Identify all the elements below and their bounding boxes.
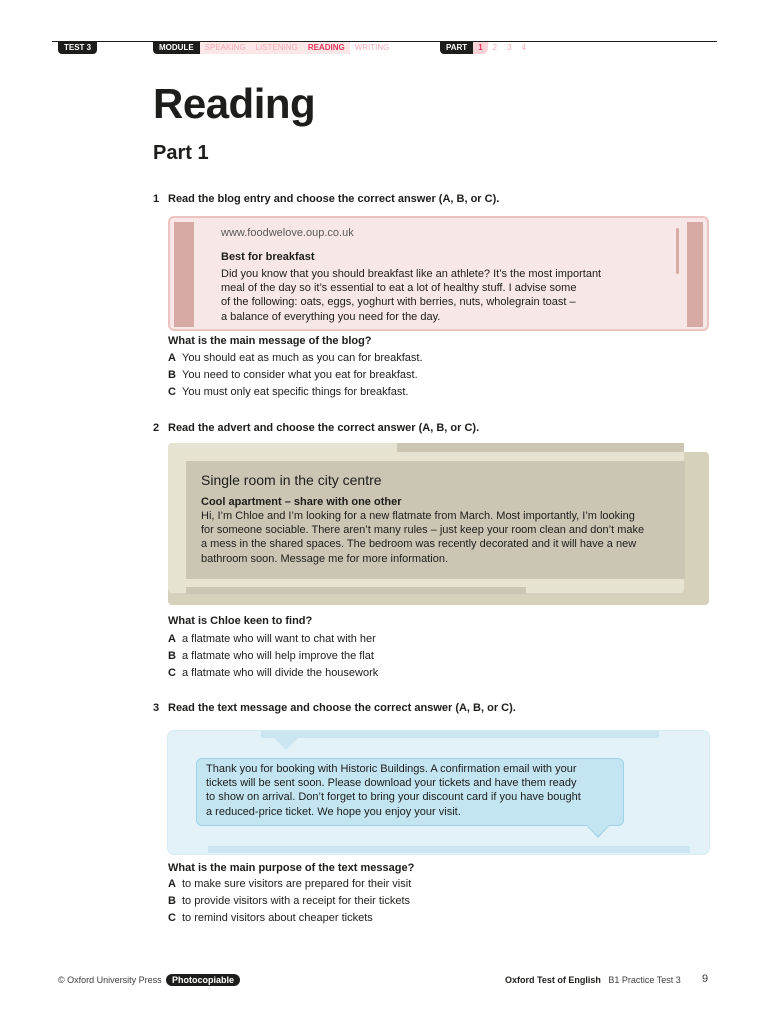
product-name: Oxford Test of English: [505, 975, 601, 985]
question-number: 1: [153, 193, 160, 205]
option-a[interactable]: A a flatmate who will want to chat with her: [168, 633, 376, 645]
part-label: PART: [440, 42, 473, 54]
text-message-bubble-tail-fill: [587, 825, 609, 836]
blog-entry: [168, 216, 709, 331]
advert-heading: Single room in the city centre: [201, 472, 382, 488]
question-2-options: [168, 631, 378, 682]
advert-subheading: Cool apartment – share with one other: [201, 496, 402, 508]
blog-left-bar: [174, 222, 194, 327]
text-line: Did you know that you should breakfast like an athlete? It’s the most important: [221, 268, 602, 280]
part-2: 2: [492, 43, 498, 52]
advert-body: [201, 509, 671, 566]
option-b[interactable]: B You need to consider what you eat for breakfast.: [168, 369, 418, 381]
footer-copyright: © Oxford University Press: [58, 975, 162, 985]
text-line: bathroom soon. Message me for more information.: [201, 552, 449, 565]
module-listening: LISTENING: [251, 42, 303, 54]
question-3-instruction: [153, 702, 516, 714]
text-line: Hi, I’m Chloe and I’m looking for a new flatmate from March. Most importantly, I’m looking: [201, 510, 635, 522]
option-a[interactable]: A to make sure visitors are prepared for their visit: [168, 878, 412, 890]
text-line: a balance of everything you need for the day.: [221, 310, 441, 323]
option-c[interactable]: C You must only eat specific things for breakfast.: [168, 386, 409, 398]
option-c[interactable]: C a flatmate who will divide the housework: [168, 667, 379, 679]
page-subtitle: Part 1: [153, 142, 209, 164]
text-line: Thank you for booking with Historic Buildings. A confirmation email with your: [206, 763, 577, 775]
question-3-prompt: What is the main purpose of the text message?: [168, 862, 415, 874]
test-label: TEST 3: [58, 42, 97, 54]
text-line: meal of the day so it’s essential to eat a lot of healthy stuff. I advise some: [221, 282, 577, 295]
instruction-text: Read the text message and choose the correct answer (A, B, or C).: [168, 702, 516, 714]
test-name: B1 Practice Test 3: [608, 975, 681, 985]
question-1-instruction: [153, 193, 499, 205]
blog-url: www.foodwelove.oup.co.uk: [221, 227, 354, 239]
module-speaking: SPEAKING: [200, 42, 251, 54]
part-bar: [440, 42, 531, 54]
text-message-bottom-bar: [208, 846, 690, 853]
blog-body: [221, 267, 641, 324]
text-message-top-tail: [274, 738, 298, 750]
question-2-prompt: What is Chloe keen to find?: [168, 615, 313, 627]
text-message-top-bar: [261, 731, 659, 738]
part-1: 1: [473, 42, 487, 54]
text-line: of the following: oats, eggs, yoghurt with berries, nuts, wholegrain toast –: [221, 296, 576, 309]
question-1-options: [168, 350, 423, 401]
page-title: Reading: [153, 80, 316, 127]
advert-bottom-strip: [186, 587, 526, 594]
part-4: 4: [521, 43, 526, 52]
text-line: to show on arrival. Don’t forget to bring your discount card if you have bought: [206, 791, 581, 804]
question-2-instruction: [153, 422, 479, 434]
option-c[interactable]: C to remind visitors about cheaper tickets: [168, 912, 373, 924]
part-3: 3: [507, 43, 512, 52]
blog-scrollbar: [676, 228, 679, 274]
blog-heading: Best for breakfast: [221, 251, 315, 263]
text-line: tickets will be sent soon. Please download your tickets and have them ready: [206, 777, 577, 790]
blog-right-bar: [687, 222, 703, 327]
instruction-text: Read the blog entry and choose the correct answer (A, B, or C).: [168, 193, 500, 205]
instruction-text: Read the advert and choose the correct answer (A, B, or C).: [168, 422, 480, 434]
footer-product: [505, 975, 681, 985]
text-line: a reduced-price ticket. We hope you enjoy your visit.: [206, 805, 461, 818]
question-1-prompt: What is the main message of the blog?: [168, 335, 372, 347]
option-b[interactable]: B a flatmate who will help improve the flat: [168, 650, 374, 662]
question-3-options: [168, 876, 411, 927]
advert-top-strip: [397, 443, 684, 452]
page-number: 9: [702, 973, 709, 985]
module-label: MODULE: [153, 42, 200, 54]
text-message-body: [206, 762, 616, 819]
module-writing: WRITING: [354, 43, 390, 52]
photocopiable-badge: Photocopiable: [166, 974, 240, 986]
text-line: for someone sociable. There aren’t many rules – just keep your room clean and don’t make: [201, 524, 645, 537]
text-line: a mess in the shared spaces. The bedroom was recently decorated and it will have a new: [201, 538, 637, 551]
option-a[interactable]: A You should eat as much as you can for breakfast.: [168, 352, 423, 364]
question-number: 3: [153, 702, 160, 714]
question-number: 2: [153, 422, 160, 434]
option-b[interactable]: B to provide visitors with a receipt for their tickets: [168, 895, 411, 907]
module-bar: [153, 42, 394, 54]
module-reading: READING: [303, 42, 350, 54]
